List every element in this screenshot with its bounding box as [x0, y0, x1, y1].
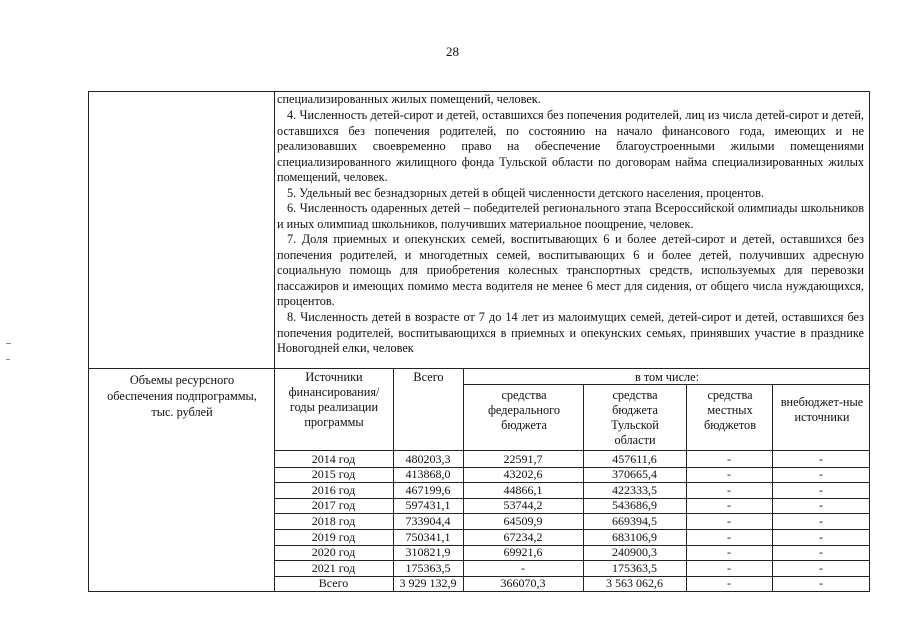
- page-number: 28: [446, 44, 459, 59]
- regional-cell: 175363,5: [612, 560, 657, 575]
- local-cell: -: [727, 560, 731, 575]
- indicator-paragraph: 7. Доля приемных и опекунских семей, воспитывающих 6 и более детей-сирот и детей, оставшихся без попечения родителей, и многодетных семей, воспитывающих 6 и более детей, получивших адресную социальную помощь для приобретения колесных транспортных средств, используемых для перевозки пассажиров и имеющих помимо места водителя не менее 6 мест для сидения, от общего числа нуждающихся, процентов.: [277, 232, 864, 309]
- federal-cell: 64509,9: [503, 513, 543, 528]
- scan-mark: [6, 343, 11, 344]
- regional-cell: 370665,4: [612, 467, 657, 482]
- total-cell: 480203,3: [405, 451, 451, 466]
- indicator-paragraph: 8. Численность детей в возрасте от 7 до 14 лет из малоимущих семей, детей-сирот и детей, оставшихся без попечения родителей, воспитывающихся в приемных и опекунских семьях, принявших участие в празднике Новогодней елки, человек: [277, 310, 864, 356]
- year-cell: 2019 год: [311, 529, 356, 544]
- offbudget-cell: -: [819, 498, 823, 513]
- indicator-paragraph: 4. Численность детей-сирот и детей, оставшихся без попечения родителей, лиц из числа детей-сирот и детей, оставшихся без попечения родителей, по состоянию на начало финансового года, имеющих и не реализовавших своевременно право на обеспечение благоустроенными жилыми помещениями специализированного жилищного фонда Тульской области по договорам найма специализированных жилых помещений, человек.: [277, 108, 864, 185]
- total-cell: 175363,5: [405, 560, 451, 575]
- local-cell: -: [727, 545, 731, 560]
- header-offbudget: внебюджет-ные источники: [780, 395, 864, 424]
- table-border-left: [88, 91, 89, 592]
- year-cell: 2017 год: [311, 498, 356, 513]
- offbudget-cell: -: [819, 560, 823, 575]
- year-cell: 2015 год: [311, 467, 356, 482]
- regional-cell: 240900,3: [612, 545, 657, 560]
- total-cell: 733904,4: [405, 513, 451, 528]
- federal-cell: 53744,2: [503, 498, 543, 513]
- header-total: Всего: [413, 370, 444, 384]
- offbudget-cell: -: [819, 451, 823, 466]
- total-cell: 310821,9: [405, 545, 451, 560]
- year-cell: 2014 год: [311, 451, 356, 466]
- local-cell: -: [727, 451, 731, 466]
- funding-row-title: Объемы ресурсного обеспечения подпрограммы, тыс. рублей: [107, 373, 257, 419]
- local-cell: -: [727, 529, 731, 544]
- federal-cell: 366070,3: [500, 576, 546, 591]
- year-cell: 2018 год: [311, 513, 356, 528]
- total-cell: 467199,6: [405, 482, 451, 497]
- local-cell: -: [727, 576, 731, 591]
- federal-cell: 69921,6: [503, 545, 543, 560]
- total-cell: 750341,1: [405, 529, 451, 544]
- section-divider: [88, 368, 870, 369]
- year-cell: 2016 год: [311, 482, 356, 497]
- header-regional: средства бюджета Тульской области: [611, 388, 659, 447]
- local-cell: -: [727, 482, 731, 497]
- regional-cell: 457611,6: [612, 451, 657, 466]
- header-sources: Источники финансирования/ годы реализации программы: [288, 370, 380, 429]
- offbudget-cell: -: [819, 529, 823, 544]
- total-cell: 413868,0: [405, 467, 451, 482]
- header-including: в том числе:: [634, 370, 700, 384]
- offbudget-cell: -: [819, 545, 823, 560]
- scan-mark: [6, 359, 10, 360]
- regional-cell: 3 563 062,6: [606, 576, 663, 591]
- indicator-paragraph: специализированных жилых помещений, человек.: [277, 92, 541, 106]
- header-federal: средства федерального бюджета: [487, 388, 561, 432]
- regional-cell: 543686,9: [612, 498, 657, 513]
- total-cell: 597431,1: [405, 498, 451, 513]
- year-cell: Всего: [318, 576, 349, 591]
- local-cell: -: [727, 498, 731, 513]
- federal-cell: 67234,2: [503, 529, 543, 544]
- local-cell: -: [727, 467, 731, 482]
- year-cell: 2021 год: [311, 560, 356, 575]
- year-cell: 2020 год: [311, 545, 356, 560]
- regional-cell: 683106,9: [612, 529, 657, 544]
- local-cell: -: [727, 513, 731, 528]
- federal-cell: -: [521, 560, 525, 575]
- indicator-paragraph: 6. Численность одаренных детей – победителей регионального этапа Всероссийской олимпиады школьников и иных олимпиад школьников, получивших материальное поощрение, человек.: [277, 201, 864, 231]
- regional-cell: 669394,5: [612, 513, 657, 528]
- offbudget-cell: -: [819, 467, 823, 482]
- offbudget-cell: -: [819, 576, 823, 591]
- table-border-bottom: [88, 591, 870, 592]
- regional-cell: 422333,5: [612, 482, 657, 497]
- header-local: средства местных бюджетов: [703, 388, 757, 432]
- total-cell: 3 929 132,9: [399, 576, 457, 591]
- federal-cell: 43202,6: [503, 467, 543, 482]
- indicator-paragraph: 5. Удельный вес безнадзорных детей в общей численности детского населения, процентов.: [287, 186, 764, 200]
- offbudget-cell: -: [819, 482, 823, 497]
- federal-cell: 44866,1: [503, 482, 543, 497]
- offbudget-cell: -: [819, 513, 823, 528]
- federal-cell: 22591,7: [503, 451, 543, 466]
